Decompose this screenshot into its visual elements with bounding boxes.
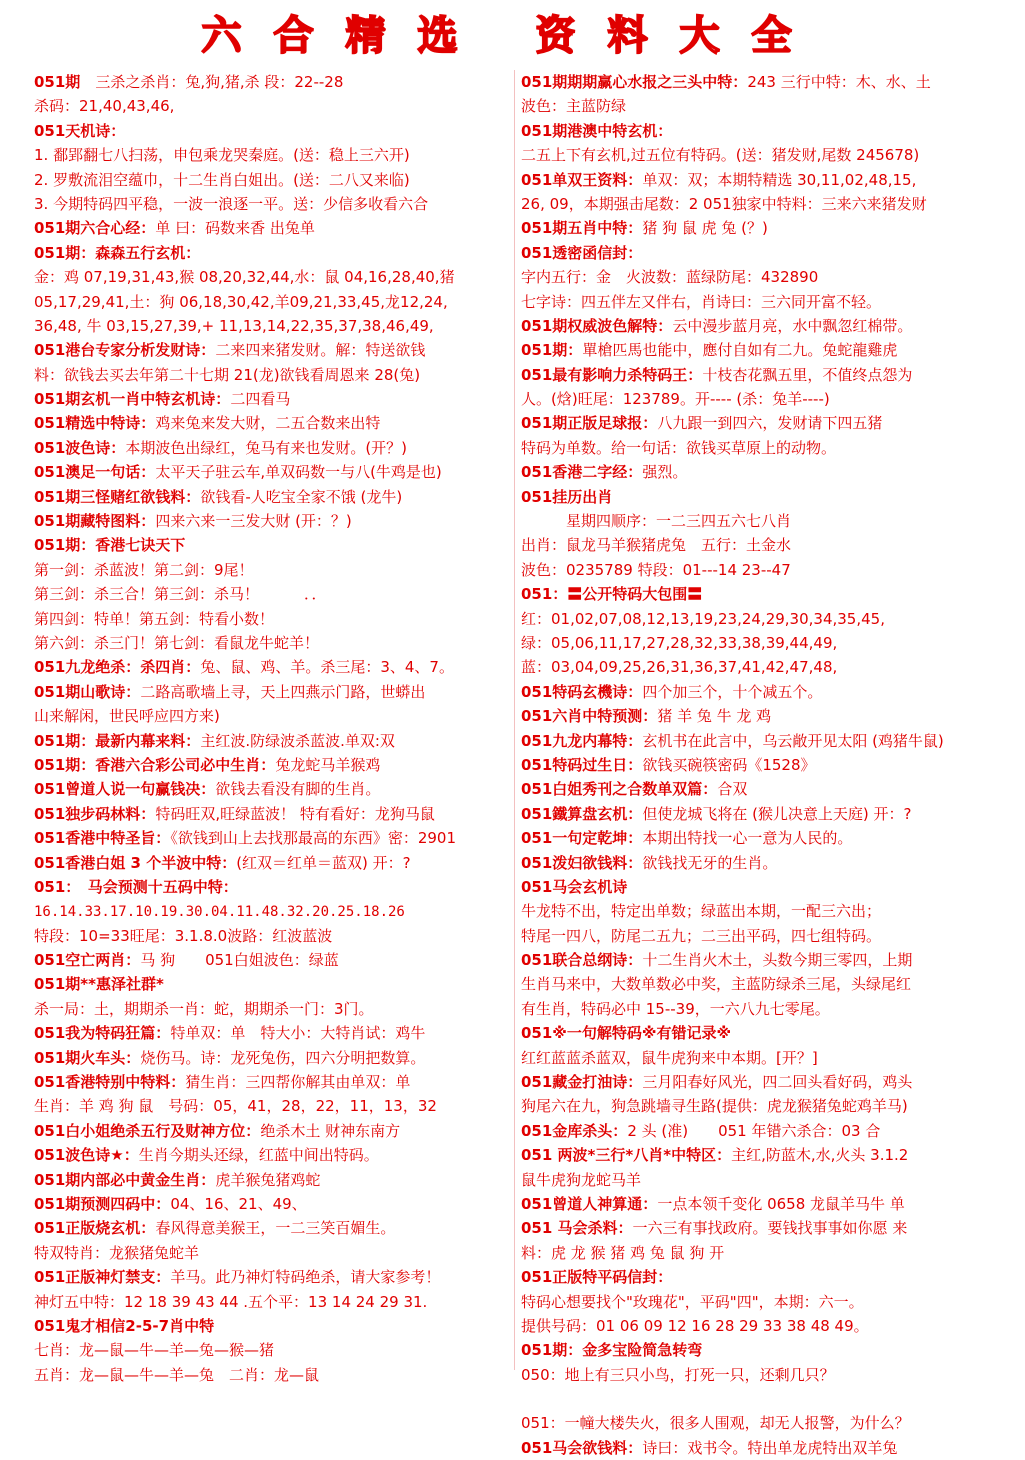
line-text: 第一剑：杀蓝波！第二剑：9尾！ (34, 560, 254, 579)
left-line (34, 241, 510, 265)
right-line (521, 1290, 999, 1314)
line-heading: 051联合总纲诗： (521, 951, 643, 970)
line-text: 出肖：鼠龙马羊猴猪虎兔 五行：土金水 (521, 536, 792, 555)
right-line (521, 1021, 999, 1045)
left-line (34, 1094, 510, 1118)
right-line (521, 1411, 999, 1435)
line-heading: 051正版特平码信封： (521, 1268, 673, 1287)
line-text: 提供号码：01 06 09 12 16 28 29 33 38 48 49。 (521, 1316, 869, 1335)
left-line (34, 411, 510, 435)
right-line (521, 70, 999, 94)
line-text: 生肖：羊 鸡 狗 鼠 号码：05，41，28，22，11，13，32 (34, 1097, 437, 1116)
right-line (521, 1216, 999, 1240)
right-line (521, 631, 999, 655)
line-text: 羊马。此乃神灯特码绝杀，请大家参考！ (170, 1268, 441, 1287)
line-heading: 051期山歌诗： (34, 682, 141, 701)
line-heading: 051马会欲钱料： (521, 1438, 643, 1457)
line-heading: 051期火车头： (34, 1048, 141, 1067)
line-heading: 051期内部必中黄金生肖： (34, 1170, 216, 1189)
line-heading: 051六肖中特预测： (521, 707, 658, 726)
line-heading: 051透密函信封： (521, 243, 643, 262)
line-text: 金：鸡 07,19,31,43,猴 08,20,32,44,水：鼠 04,16,28,40,猪 (34, 268, 455, 287)
left-line (34, 1070, 510, 1094)
right-line (521, 655, 999, 679)
right-line (521, 119, 999, 143)
line-heading: 051香港中特圣旨： (34, 829, 171, 848)
right-line (521, 168, 999, 192)
right-line (521, 607, 999, 631)
line-heading: 051：〓公开特码大包围〓 (521, 585, 703, 604)
line-heading: 051香港二字经： (521, 463, 643, 482)
line-text: 鸡来兔来发大财，二五合数来出特 (155, 414, 381, 433)
line-heading: 051期港澳中特玄机： (521, 121, 673, 140)
left-line (34, 1241, 510, 1265)
line-text: 二五上下有玄机,过五位有特码。(送：猪发财,尾数 245678) (521, 146, 920, 165)
line-text: 欲钱看-人吃宝全家不饿 (龙牛) (200, 487, 403, 506)
line-text: 04、16、21、49、 (170, 1194, 307, 1213)
right-line (521, 729, 999, 753)
line-heading: 051白小姐绝杀五行及财神方位： (34, 1121, 261, 1140)
line-text: 051：一幢大楼失火，很多人围观，却无人报警，为什么？ (521, 1414, 910, 1433)
left-line (34, 704, 510, 728)
line-text: 杀一局：土，期期杀一肖：蛇，期期杀一门：3门。 (34, 999, 374, 1018)
line-heading: 051天机诗： (34, 121, 126, 140)
line-heading: 051期预测四码中： (34, 1194, 171, 1213)
line-text: 三月阳春好风光，四二回头看好码，鸡头 (642, 1073, 913, 1092)
line-heading: 051波色诗： (34, 438, 126, 457)
left-line (34, 119, 510, 143)
line-text: 单双：双；本期特精选 30,11,02,48,15, (642, 170, 917, 189)
line-heading: 051期五肖中特： (521, 219, 643, 238)
line-heading: 051曾道人说一句赢钱决： (34, 780, 216, 799)
line-heading: 051香港特别中特料： (34, 1073, 186, 1092)
line-heading: 051泼妇欲钱料： (521, 853, 643, 872)
line-text: 五肖：龙—鼠—牛—羊—兔 二肖：龙—鼠 (34, 1365, 320, 1384)
left-line (34, 826, 510, 850)
line-text: 36,48, 牛 03,15,27,39,+ 11,13,14,22,35,37,38,46,49, (34, 316, 434, 335)
line-heading: 051鬼才相信2-5-7肖中特 (34, 1316, 215, 1335)
right-line (521, 192, 999, 216)
right-line (521, 1265, 999, 1289)
left-line (34, 143, 510, 167)
line-text: 神灯五中特：12 18 39 43 44 .五个平：13 14 24 29 31. (34, 1292, 428, 1311)
right-line (521, 1241, 999, 1265)
line-heading: 051独步码林料： (34, 804, 156, 823)
line-text: 特尾一四八，防尾二五九；二三出平码，四七组特码。 (521, 926, 882, 945)
left-line (34, 875, 510, 899)
right-line (521, 338, 999, 362)
left-line (34, 680, 510, 704)
line-text: 生肖今期头还绿，红蓝中间出特码。 (138, 1146, 379, 1165)
line-text: 猪 狗 鼠 虎 兔 (？) (642, 219, 768, 238)
left-line (34, 1143, 510, 1167)
line-heading: 051期权威波色解特： (521, 316, 673, 335)
left-line (34, 290, 510, 314)
line-text: 波色：主蓝防绿 (521, 97, 627, 116)
right-line (521, 265, 999, 289)
left-line (34, 729, 510, 753)
line-text: 字内五行：金 火波数：蓝绿防尾：432890 (521, 268, 819, 287)
line-text: 鼠牛虎狗龙蛇马羊 (521, 1170, 642, 1189)
left-line (34, 509, 510, 533)
right-line (521, 1070, 999, 1094)
right-line (521, 436, 999, 460)
line-heading: 051九龙绝杀：杀四肖： (34, 658, 201, 677)
right-line (521, 826, 999, 850)
right-line (521, 387, 999, 411)
right-line (521, 680, 999, 704)
left-line (34, 533, 510, 557)
left-line (34, 363, 510, 387)
line-text: 绝杀木土 财神东南方 (260, 1121, 401, 1140)
right-line (521, 777, 999, 801)
line-text: 主红波.防绿波杀蓝波.单双:双 (200, 731, 395, 750)
left-line (34, 1192, 510, 1216)
line-text: 26, 09，本期强击尾数：2 051独家中特料：三来六来猪发财 (521, 194, 927, 213)
line-text: 二来四来猪发财。解：特送欲钱 (215, 341, 426, 360)
left-line (34, 802, 510, 826)
line-text: 三杀之杀肖：兔,狗,猪,杀 段：22--28 (80, 73, 344, 91)
left-line (34, 899, 510, 923)
line-heading: 051期： (521, 341, 583, 360)
line-heading: 051期：森森五行玄机： (34, 243, 201, 262)
right-line (521, 1314, 999, 1338)
line-text: 猪 羊 兔 牛 龙 鸡 (657, 707, 772, 726)
left-line (34, 851, 510, 875)
right-line (521, 1436, 999, 1460)
line-text: 特码心想要找个"玫瑰花"，平码"四"，本期：六一。 (521, 1292, 864, 1311)
right-line (521, 411, 999, 435)
line-heading: 051期 (34, 73, 81, 91)
line-heading: 051期期期赢心水报之三头中特： (521, 73, 748, 91)
line-text: 云中漫步蓝月亮，水中飘忽红棉带。 (672, 316, 913, 335)
line-text: 欲钱去看没有脚的生肖。 (215, 780, 381, 799)
line-heading: 051特码过生日： (521, 755, 643, 774)
line-text: 烧伤马。诗：龙死兔伤，四六分明把数算。 (140, 1048, 426, 1067)
line-text: 特码为单数。给一句话：欲钱买草原上的动物。 (521, 438, 837, 457)
line-heading: 051白姐秀刊之合数单双篇： (521, 780, 718, 799)
line-text: 16.14.33.17.10.19.30.04.11.48.32.20.25.18.26 (34, 904, 405, 921)
line-heading: 051精选中特诗： (34, 414, 156, 433)
line-text: 3. 今期特码四平稳，一波一浪逐一平。送：少信多收看六合 (34, 194, 429, 213)
line-text: 十二生肖火木土，头数今期三零四，上期 (642, 951, 913, 970)
right-line (521, 314, 999, 338)
line-heading: 051挂历出肖 (521, 487, 613, 506)
left-line (34, 1168, 510, 1192)
line-text: 050：地上有三只小鸟，打死一只，还剩几只？ (521, 1365, 835, 1384)
right-line (521, 1143, 999, 1167)
line-text: 特双特肖：龙猴猪兔蛇羊 (34, 1243, 200, 1262)
right-line (521, 924, 999, 948)
right-line (521, 899, 999, 923)
line-heading: 051曾道人神算通： (521, 1194, 658, 1213)
right-line (521, 290, 999, 314)
line-heading: 051马会玄机诗 (521, 877, 628, 896)
line-heading: 051特码玄機诗： (521, 682, 643, 701)
left-line (34, 1314, 510, 1338)
left-line (34, 924, 510, 948)
right-line (521, 1094, 999, 1118)
right-line (521, 1168, 999, 1192)
line-heading: 051九龙内幕特： (521, 731, 643, 750)
left-line (34, 485, 510, 509)
left-line (34, 997, 510, 1021)
line-text: 红：01,02,07,08,12,13,19,23,24,29,30,34,35,45, (521, 609, 885, 628)
left-line (34, 655, 510, 679)
line-heading: 051 马会杀料： (521, 1219, 633, 1238)
line-heading: 051鐵算盘玄机： (521, 804, 643, 823)
left-line (34, 558, 510, 582)
line-text: (红双＝红单＝蓝双) 开：? (236, 853, 411, 872)
line-heading: 051香港白姐 3 个半波中特： (34, 853, 237, 872)
left-line (34, 753, 510, 777)
right-line (521, 94, 999, 118)
line-text: 虎羊猴兔猪鸡蛇 (215, 1170, 321, 1189)
line-text: 单 曰：码数来香 出兔单 (155, 219, 315, 238)
line-text: 1. 鄱郢翻七八扫荡，申包乘龙哭秦庭。(送：稳上三六开) (34, 146, 410, 165)
right-line (521, 485, 999, 509)
line-text: 四来六来一三发大财 (开：？) (155, 512, 352, 531)
right-line (521, 948, 999, 972)
left-line (34, 948, 510, 972)
line-text: 山来解闲，世民呼应四方来) (34, 707, 220, 726)
left-line (34, 972, 510, 996)
line-text: 2. 罗敷流泪空蕴巾，十二生肖白姐出。(送：二八又来临) (34, 170, 410, 189)
line-text: 四个加三个，十个减五个。 (642, 682, 823, 701)
line-heading: 051期六合心经： (34, 219, 156, 238)
line-text: 243 三行中特：木、水、土 (747, 73, 931, 91)
left-line (34, 1046, 510, 1070)
line-text: 太平天子驻云车,单双码数一与八(牛鸡是也) (155, 463, 442, 482)
line-text: 特码旺双,旺绿蓝波！ 特有看好：龙狗马鼠 (155, 804, 435, 823)
line-heading: 051空亡两肖： (34, 951, 141, 970)
line-heading: 051一句定乾坤： (521, 829, 643, 848)
right-column (521, 70, 999, 1460)
right-line (521, 533, 999, 557)
page-title-text: 六合精选 资料大全 (201, 12, 824, 59)
line-text: 《欲钱到山上去找那最高的东西》密：2901 (170, 829, 456, 848)
right-line (521, 704, 999, 728)
left-line (34, 1265, 510, 1289)
left-line (34, 607, 510, 631)
line-text: 一点本领千变化 0658 龙鼠羊马牛 单 (657, 1194, 905, 1213)
right-line (521, 363, 999, 387)
left-line (34, 216, 510, 240)
line-text: 波色：0235789 特段：01---14 23--47 (521, 560, 791, 579)
left-line (34, 192, 510, 216)
line-heading: 051期：香港七诀天下 (34, 536, 186, 555)
line-text: 二四看马 (230, 390, 291, 409)
line-heading: 051期玄机一肖中特玄机诗： (34, 390, 231, 409)
line-text: 一六三有事找政府。要钱找事事如你愿 来 (632, 1219, 908, 1238)
left-line (34, 460, 510, 484)
line-text: 特单双：单 特大小：大特肖试：鸡牛 (170, 1024, 426, 1043)
right-line (521, 216, 999, 240)
right-line (521, 509, 999, 533)
left-column (34, 70, 510, 1387)
line-text: 马 狗 051白姐波色：绿蓝 (140, 951, 339, 970)
line-heading: 051： 马会预测十五码中特： (34, 877, 238, 896)
line-heading: 051期三怪赌红欲钱料： (34, 487, 201, 506)
line-heading: 051澳足一句话： (34, 463, 156, 482)
line-text: 春风得意美猴王，一二三笑百媚生。 (155, 1219, 396, 1238)
right-line (521, 582, 999, 606)
line-text: 二路高歌墙上寻，天上四燕示门路，世蟒出 (140, 682, 426, 701)
line-heading: 051※一句解特码※有错记录※ (521, 1024, 732, 1043)
line-text: 强烈。 (642, 463, 688, 482)
right-line (521, 143, 999, 167)
line-text: 红红蓝蓝杀蓝双，鼠牛虎狗来中本期。[开？] (521, 1048, 818, 1067)
line-text: 杀码：21,40,43,46, (34, 97, 175, 116)
right-line (521, 558, 999, 582)
left-line (34, 1021, 510, 1045)
line-text: 05,17,29,41,土：狗 06,18,30,42,羊09,21,33,45,龙12,24, (34, 292, 448, 311)
line-text: 猜生肖：三四帮你解其由单双：单 (185, 1073, 411, 1092)
left-line (34, 1338, 510, 1362)
line-text: 本期出特找一心一意为人民的。 (642, 829, 853, 848)
page-title (0, 10, 1025, 62)
line-text: 料：欲钱去买去年第二十七期 21(龙)欲钱看周恩来 28(兔) (34, 365, 421, 384)
right-line (521, 460, 999, 484)
right-line (521, 802, 999, 826)
left-line (34, 70, 510, 94)
left-line (34, 338, 510, 362)
right-line (521, 1192, 999, 1216)
left-line (34, 582, 510, 606)
left-line (34, 631, 510, 655)
line-text: 玄机书在此言中，乌云敞开见太阳 (鸡猪牛鼠) (642, 731, 944, 750)
left-line (34, 777, 510, 801)
line-text: 绿：05,06,11,17,27,28,32,33,38,39,44,49, (521, 633, 838, 652)
line-text: 狗尾六在九，狗急跳墙寻生路(提供：虎龙猴猪兔蛇鸡羊马) (521, 1097, 908, 1116)
line-text: 單槍匹馬也能中，應付自如有二九。兔蛇龍雞虎 (582, 341, 898, 360)
line-text: 八九跟一到四六，发财请下四五猪 (657, 414, 883, 433)
line-text: 蓝：03,04,09,25,26,31,36,37,41,42,47,48, (521, 658, 838, 677)
line-text: 兔龙蛇马羊猴鸡 (275, 755, 381, 774)
line-text: 诗曰：戏书令。特出单龙虎特出双羊兔 (642, 1438, 898, 1457)
line-heading: 051 两波*三行*八肖*中特区： (521, 1146, 732, 1165)
line-text: 主红,防蓝木,水,火头 3.1.2 (731, 1146, 909, 1165)
line-text: 十枝杏花飘五里，不值终点怨为 (702, 365, 913, 384)
right-line (521, 1119, 999, 1143)
line-heading: 051期：香港六合彩公司必中生肖： (34, 755, 276, 774)
line-text: 本期波色出绿红，兔马有来也发财。(开？) (125, 438, 408, 457)
line-text: 料：虎 龙 猴 猪 鸡 兔 鼠 狗 开 (521, 1243, 725, 1262)
line-heading: 051最有影响力杀特码王： (521, 365, 703, 384)
line-heading: 051期正版足球报： (521, 414, 658, 433)
line-text: 兔、鼠、鸡、羊。杀三尾：3、4、7。 (200, 658, 454, 677)
right-line (521, 1387, 999, 1411)
left-line (34, 314, 510, 338)
left-line (34, 94, 510, 118)
line-text: 但使龙城飞将在 (猴儿决意上天庭) 开：? (642, 804, 912, 823)
line-heading: 051藏金打油诗： (521, 1073, 643, 1092)
line-text: 七肖：龙—鼠—牛—羊—兔—猴—猪 (34, 1341, 275, 1360)
left-line (34, 1216, 510, 1240)
right-line (521, 753, 999, 777)
line-heading: 051单双王资料： (521, 170, 643, 189)
line-text: 牛龙特不出，特定出单数；绿蓝出本期，一配三六出； (521, 902, 882, 921)
line-text: 第四剑：特单！第五剑：特看小数！ (34, 609, 275, 628)
right-line (521, 875, 999, 899)
line-heading: 051我为特码狂篇： (34, 1024, 171, 1043)
left-line (34, 1119, 510, 1143)
right-line (521, 241, 999, 265)
right-line (521, 997, 999, 1021)
right-line (521, 1363, 999, 1387)
left-line (34, 436, 510, 460)
line-text: 有生肖，特码必中 15--39，一六八九七零尾。 (521, 999, 830, 1018)
line-heading: 051正版神灯禁支： (34, 1268, 171, 1287)
left-line (34, 1290, 510, 1314)
left-line (34, 265, 510, 289)
right-line (521, 1046, 999, 1070)
line-text: 第六剑：杀三门！第七剑：看鼠龙牛蛇羊！ (34, 633, 320, 652)
line-text: 生肖马来中，大数单数必中奖，主蓝防绿杀三尾，头绿尾红 (521, 975, 912, 994)
line-heading: 051期藏特图料： (34, 512, 156, 531)
line-heading: 051波色诗★： (34, 1146, 139, 1165)
line-heading: 051港台专家分析发财诗： (34, 341, 216, 360)
line-heading: 051期：最新内幕来料： (34, 731, 201, 750)
line-heading: 051期：金多宝险简急转弯 (521, 1341, 703, 1360)
line-text: 第三剑：杀三合！第三剑：杀马！ ．． (34, 585, 327, 604)
left-line (34, 168, 510, 192)
right-line (521, 851, 999, 875)
line-text: 特段：10=33旺尾：3.1.8.0波路：红波蓝波 (34, 926, 333, 945)
line-text: 人。(焓)旺尾：123789。开---- (杀：兔羊----) (521, 390, 830, 409)
line-heading: 051金库杀头： (521, 1121, 628, 1140)
right-line (521, 972, 999, 996)
right-line (521, 1338, 999, 1362)
left-line (34, 1363, 510, 1387)
line-text: 欲钱买碗筷密码《1528》 (642, 755, 816, 774)
line-heading: 051正版烧玄机： (34, 1219, 156, 1238)
line-heading: 051期**惠泽社群* (34, 975, 164, 994)
line-text: 七字诗：四五伴左又伴右，肖诗曰：三六同开富不轻。 (521, 292, 882, 311)
line-text: 欲钱找无牙的生肖。 (642, 853, 778, 872)
line-text: 合双 (717, 780, 748, 799)
column-divider (514, 70, 515, 1370)
line-text: 2 头 (准) 051 年错六杀合：03 合 (627, 1121, 881, 1140)
left-line (34, 387, 510, 411)
line-text: 星期四顺序：一二三四五六七八肖 (521, 512, 792, 531)
